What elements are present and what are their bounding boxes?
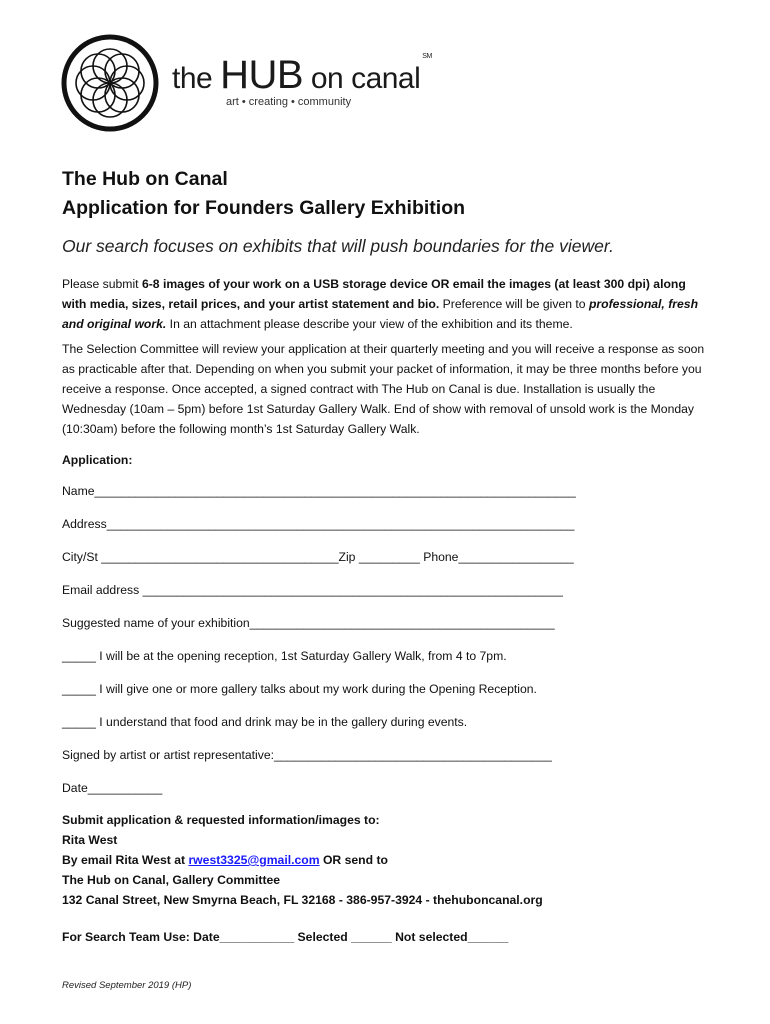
logo [60, 33, 480, 133]
title-line-2: Application for Founders Gallery Exhibition [62, 197, 466, 219]
address-field[interactable]: Address_____________________________________________________________________ [62, 517, 575, 532]
para1-text-3: In an attachment please describe your view of the exhibition and its theme. [166, 316, 573, 331]
date-field[interactable]: Date___________ [62, 781, 163, 796]
submit-info [62, 811, 712, 910]
application-heading: Application: [62, 453, 133, 468]
logo-hub: HUB [220, 53, 304, 97]
submit-email-prefix: By email Rita West at [62, 852, 189, 867]
submit-line-1: Submit application & requested information/images to: [62, 813, 380, 828]
title-line-1: The Hub on Canal [62, 168, 228, 190]
name-field[interactable]: Name_______________________________________________________________________ [62, 484, 576, 499]
logo-wordmark [172, 53, 432, 98]
logo-on-canal: on canal [310, 62, 421, 95]
subtitle: Our search focuses on exhibits that will push boundaries for the viewer. [62, 236, 614, 256]
email-field[interactable]: Email address ______________________________________________________________ [62, 583, 563, 598]
instructions-paragraph [62, 275, 712, 334]
signature-field[interactable]: Signed by artist or artist representative:_________________________________________ [62, 748, 552, 763]
para1-text-1: Please submit [62, 277, 142, 291]
gallery-talks-check[interactable]: _____ I will give one or more gallery talks about my work during the Opening Reception. [62, 682, 537, 697]
selection-paragraph: The Selection Committee will review your application at their quarterly meeting and you will receive a response as soon as practicable after that. Depending on when you submit your packet of information, it may be three months before you receive a response. Once accepted, a signed contract with The Hub on Canal is due. Installation is usually the Wednesday (10am – 5pm) before 1st Saturday Gallery Walk. End of show with removal of unsold work is the Monday (10:30am) before the following month’s 1st Saturday Gallery Walk. [62, 342, 705, 436]
submit-line-2: Rita West [62, 833, 118, 848]
para1-bold-italic: professional, fresh and original work. [62, 296, 699, 331]
logo-the: the [172, 62, 213, 95]
submit-line-5: 132 Canal Street, New Smyrna Beach, FL 32168 - 386-957-3924 - thehuboncanal.org [62, 892, 543, 907]
city-zip-phone-field[interactable]: City/St ___________________________________Zip _________ Phone_________________ [62, 550, 574, 565]
application-fields [62, 475, 712, 805]
opening-reception-check[interactable]: _____ I will be at the opening reception, 1st Saturday Gallery Walk, from 4 to 7pm. [62, 649, 507, 664]
search-team-use: For Search Team Use: Date___________ Selected ______ Not selected______ [62, 930, 509, 945]
submit-line-4: The Hub on Canal, Gallery Committee [62, 872, 281, 887]
logo-tagline: art • creating • community [226, 96, 352, 108]
page-title [62, 165, 712, 223]
submit-email-suffix: OR send to [319, 852, 388, 867]
email-link[interactable]: rwest3325@gmail.com [188, 852, 320, 867]
para1-bold: 6-8 images of your work on a USB storage device OR email the images (at least 300 dpi) along with media, sizes, retail prices, and your artist statement and bio. [62, 277, 686, 311]
food-drink-check[interactable]: _____ I understand that food and drink may be in the gallery during events. [62, 715, 468, 730]
revised-note: Revised September 2019 (HP) [62, 980, 192, 991]
logo-circles-icon [60, 33, 160, 133]
para1-text-2: Preference will be given to [439, 296, 589, 311]
document-body [62, 165, 712, 944]
logo-sm: SM [422, 53, 432, 60]
submit-line-3 [62, 851, 712, 871]
exhibition-name-field[interactable]: Suggested name of your exhibition_____________________________________________ [62, 616, 555, 631]
